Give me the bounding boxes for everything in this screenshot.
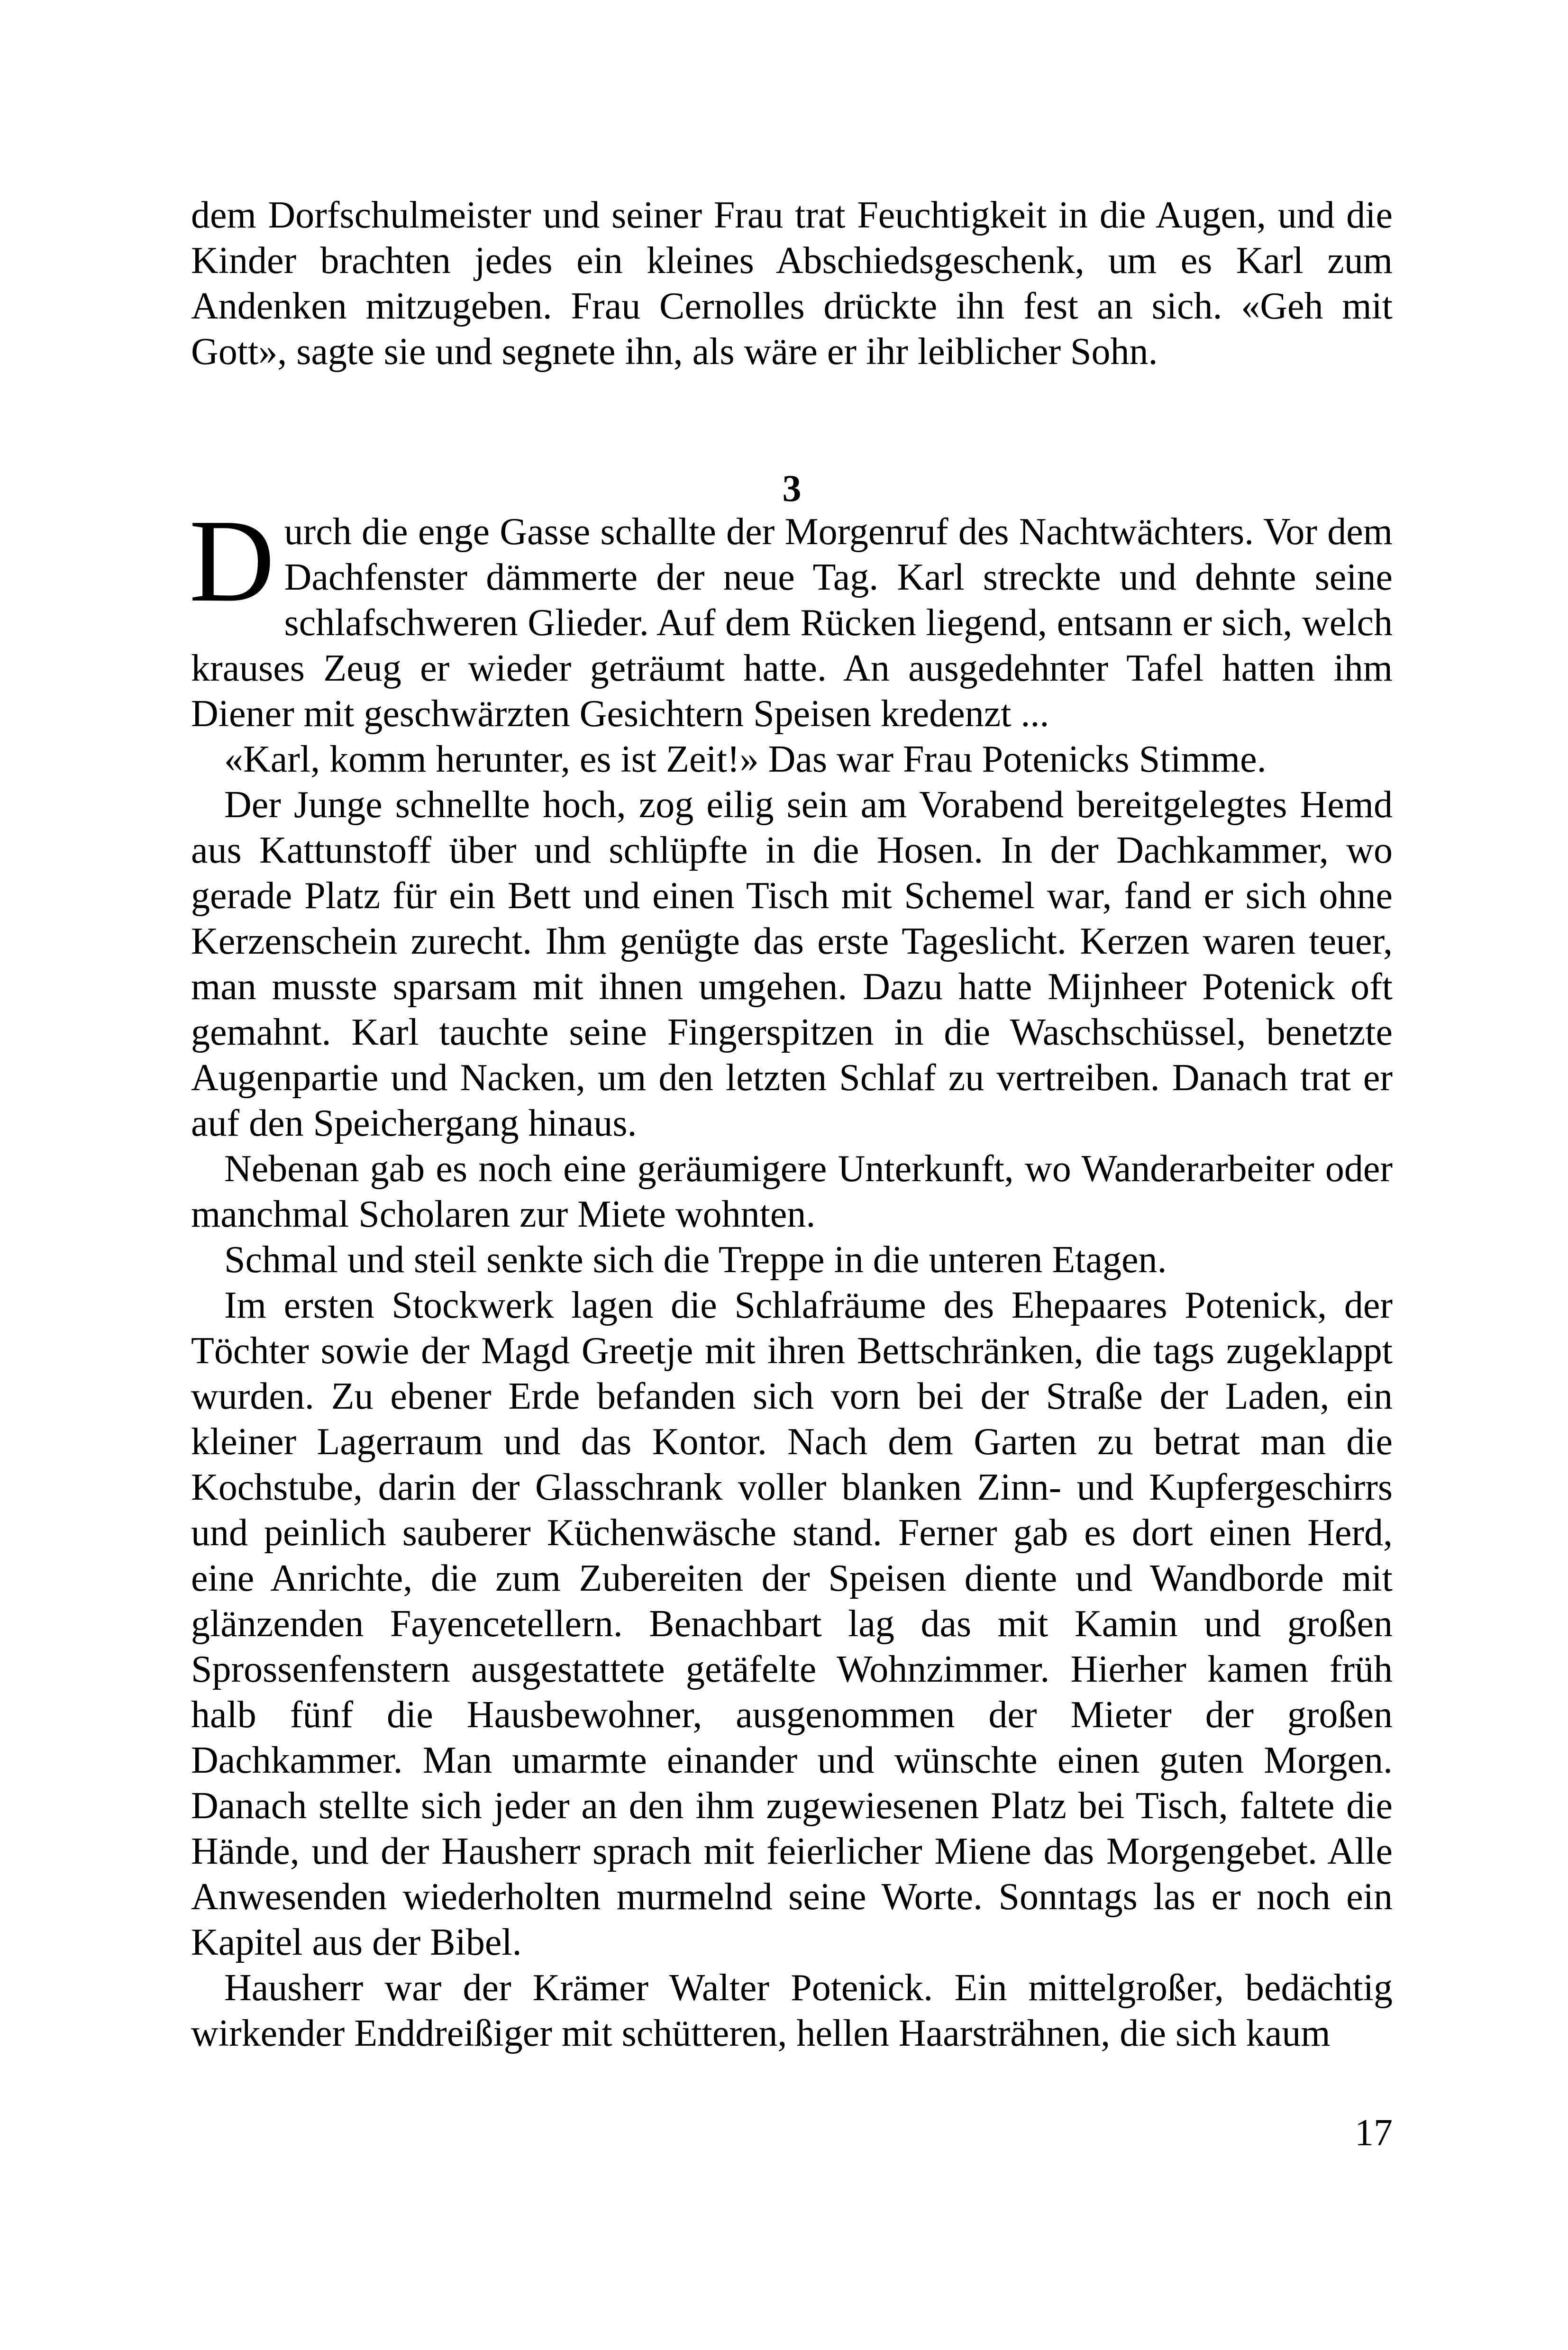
opening-text-block — [191, 192, 1393, 374]
paragraph: Schmal und steil senkte sich die Treppe in die unteren Etagen. — [224, 1239, 1167, 1281]
opening-paragraph: dem Dorfschulmeister und seiner Frau trat Feuchtigkeit in die Augen, und die Kinder brachten jedes ein kleines Abschiedsgeschenk, um es Karl zum Andenken mitzugeben. Frau Cernolles drückte ihn fest an sich. «Geh mit Gott», sagte sie und segnete ihn, als wäre er ihr leiblicher Sohn. — [191, 194, 1393, 373]
paragraph: Nebenan gab es noch eine geräumigere Unterkunft, wo Wanderarbeiter oder manchmal Scholaren zur Miete wohnten. — [191, 1148, 1393, 1235]
chapter-first-paragraph-text: urch die enge Gasse schallte der Morgenruf des Nachtwächters. Vor dem Dachfenster dämmerte der neue Tag. Karl streckte und dehnte seine schlafschweren Glieder. Auf dem Rücken liegend, entsann er sich, welch krauses Zeug er wieder geträumt hatte. An ausgedehnter Tafel hatten ihm Diener mit geschwärzten Gesichtern Speisen kredenzt ... — [191, 511, 1393, 735]
chapter-number: 3 — [782, 468, 802, 510]
paragraph: «Karl, komm herunter, es ist Zeit!» Das war Frau Potenicks Stimme. — [224, 738, 1267, 780]
page-number: 17 — [1355, 2112, 1393, 2154]
paragraph: Im ersten Stockwerk lagen die Schlafräume des Ehepaares Potenick, der Töchter sowie der Magd Greetje mit ihren Bettschränken, die tags zugeklappt wurden. Zu ebener Erde befanden sich vorn bei der Straße der Laden, ein kleiner Lagerraum und das Kontor. Nach dem Garten zu betrat man die Kochstube, darin der Glasschrank voller blanken Zinn- und Kupfergeschirrs und peinlich sauberer Küchenwäsche stand. Ferner gab es dort einen Herd, eine Anrichte, die zum Zubereiten der Speisen diente und Wandborde mit glänzenden Fayencetellern. Benachbart lag das mit Kamin und großen Sprossenfenstern ausgestattete getäfelte Wohnzimmer. Hierher kamen früh halb fünf die Hausbewohner, ausgenommen der Mieter der großen Dachkammer. Man umarmte einander und wünschte einen guten Morgen. Danach stellte sich jeder an den ihm zugewiesenen Platz bei Tisch, faltete die Hände, und der Hausherr sprach mit feierlicher Miene das Morgengebet. Alle Anwesenden wiederholten murmelnd seine Worte. Sonntags las er noch ein Kapitel aus der Bibel. — [191, 1284, 1393, 1963]
drop-cap: D — [189, 495, 275, 627]
paragraph: Hausherr war der Krämer Walter Potenick. Ein mittelgroßer, bedächtig wirkender Enddreißiger mit schütteren, hellen Haarsträhnen, die sich kaum — [191, 1967, 1393, 2054]
chapter-first-paragraph — [189, 495, 1393, 737]
chapter-text-block — [189, 495, 1393, 2056]
paragraph: Der Junge schnellte hoch, zog eilig sein am Vorabend bereitgelegtes Hemd aus Kattunstoff über und schlüpfte in die Hosen. In der Dachkammer, wo gerade Platz für ein Bett und einen Tisch mit Schemel war, fand er sich ohne Kerzenschein zurecht. Ihm genügte das erste Tageslicht. Kerzen waren teuer, man musste sparsam mit ihnen umgehen. Dazu hatte Mijnheer Potenick oft gemahnt. Karl tauchte seine Fingerspitzen in die Waschschüssel, benetzte Augenpartie und Nacken, um den letzten Schlaf zu vertreiben. Danach trat er auf den Speichergang hinaus. — [191, 784, 1393, 1144]
